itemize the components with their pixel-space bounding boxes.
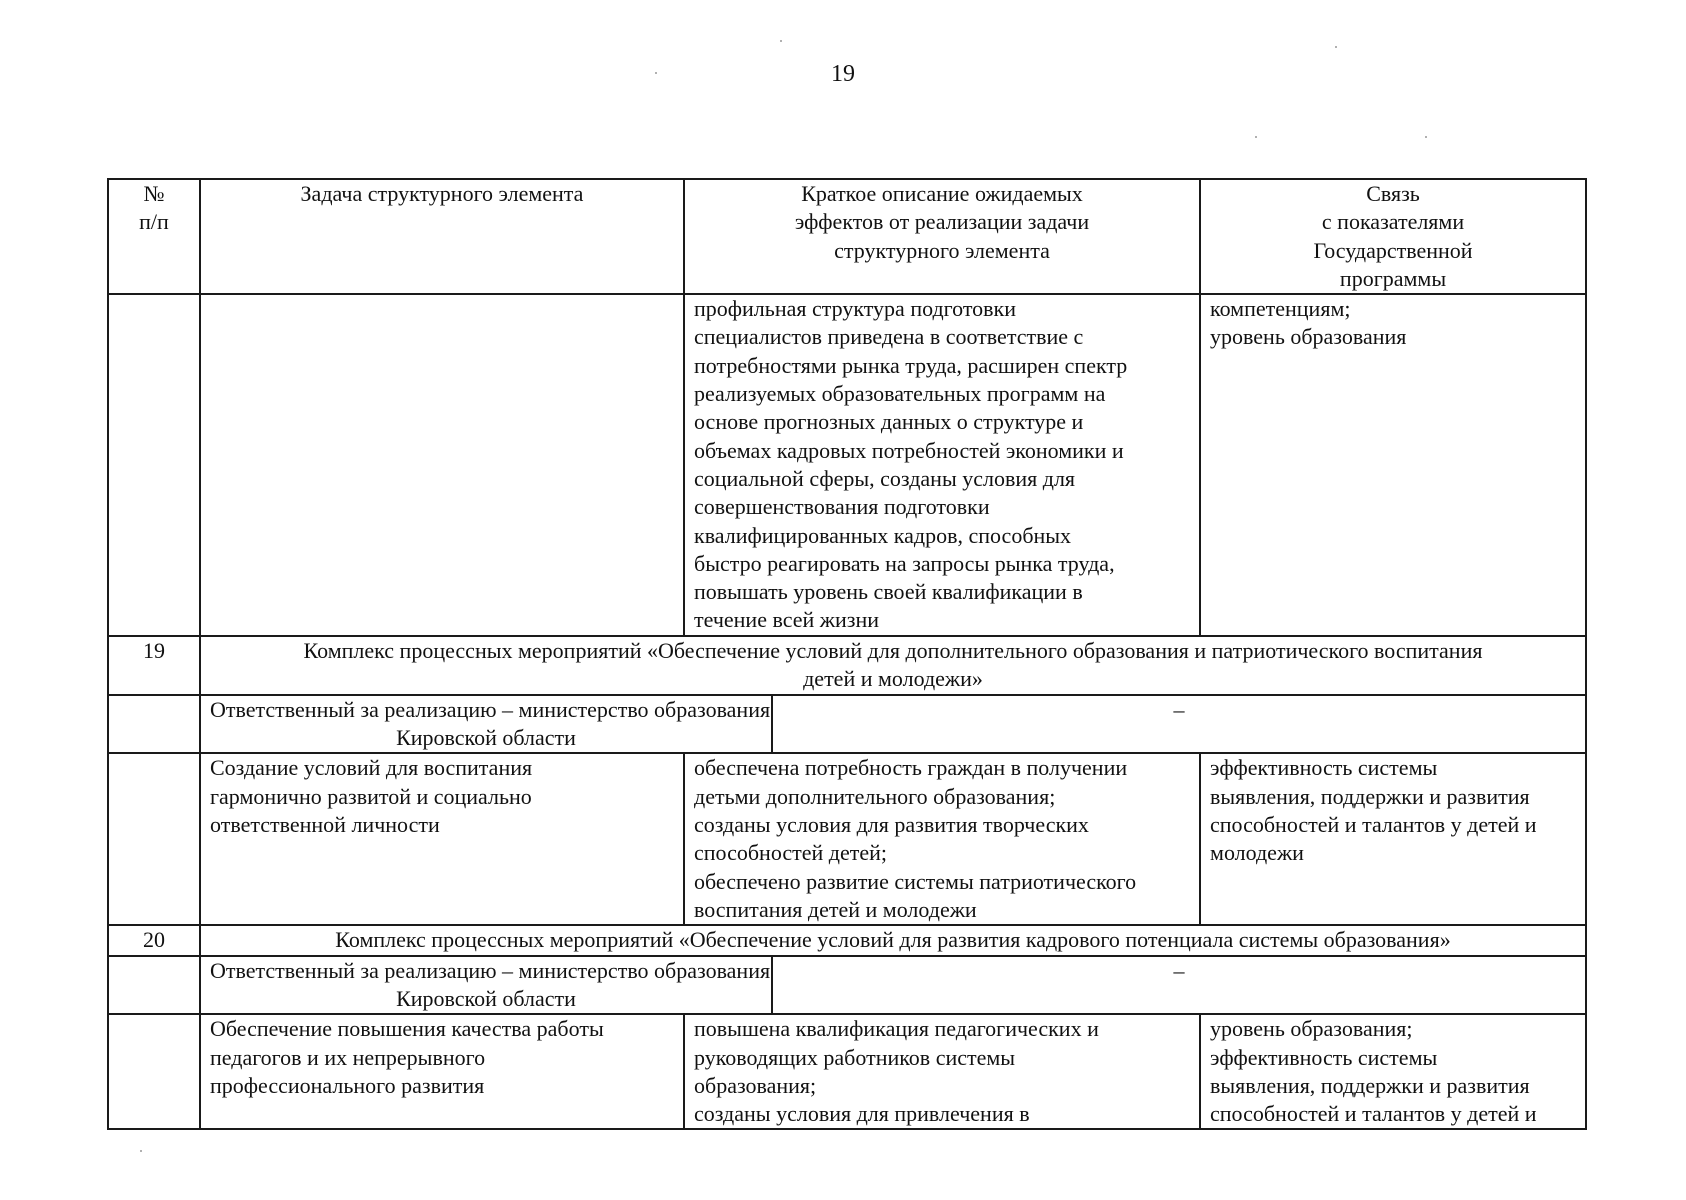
- page-number: 19: [831, 61, 855, 87]
- table-row: [108, 294, 1586, 636]
- num-cell: [108, 695, 200, 754]
- responsible-value-cell: –: [772, 695, 1586, 754]
- header-effects-cell: Краткое описание ожидаемых эффектов от реализации задачи структурного элемента: [684, 179, 1200, 294]
- link-cell: уровень образования; эффективность системы выявления, поддержки и развития способностей и талантов у детей и: [1200, 1014, 1586, 1129]
- scan-speck: [140, 1150, 142, 1152]
- task-cell: Создание условий для воспитания гармонично развитой и социально ответственной личности: [200, 753, 684, 925]
- link-cell: компетенциям; уровень образования: [1200, 294, 1586, 636]
- section-20-task-row: [108, 1014, 1586, 1129]
- task-cell: [200, 294, 684, 636]
- scan-speck: [780, 40, 782, 42]
- section-number: 19: [108, 636, 200, 695]
- scan-speck: [1335, 46, 1337, 48]
- num-cell: [108, 294, 200, 636]
- task-cell: Обеспечение повышения качества работы педагогов и их непрерывного профессионального развития: [200, 1014, 684, 1129]
- header-task-cell: Задача структурного элемента: [200, 179, 684, 294]
- effects-cell: обеспечена потребность граждан в получении детьми дополнительного образования; созданы условия для развития творческих способностей детей; обеспечено развитие системы патриотического воспитания детей и молодежи: [684, 753, 1200, 925]
- effects-cell: повышена квалификация педагогических и руководящих работников системы образования; созданы условия для привлечения в: [684, 1014, 1200, 1129]
- header-link-cell: Связь с показателями Государственной программы: [1200, 179, 1586, 294]
- responsible-cell: Ответственный за реализацию – министерство образования Кировской области: [200, 956, 772, 1015]
- scan-speck: [655, 72, 657, 74]
- section-title: Комплекс процессных мероприятий «Обеспечение условий для развития кадрового потенциала системы образования»: [200, 925, 1586, 955]
- link-cell: эффективность системы выявления, поддержки и развития способностей и талантов у детей и молодежи: [1200, 753, 1586, 925]
- programme-table: [107, 178, 1587, 1130]
- header-num-cell: № п/п: [108, 179, 200, 294]
- scan-speck: [1255, 136, 1257, 138]
- scan-speck: [1425, 136, 1427, 138]
- num-cell: [108, 753, 200, 925]
- section-19-task-row: [108, 753, 1586, 925]
- section-number: 20: [108, 925, 200, 955]
- section-20-responsible-row: [108, 956, 1586, 1015]
- section-20-title-row: [108, 925, 1586, 955]
- responsible-cell: Ответственный за реализацию – министерство образования Кировской области: [200, 695, 772, 754]
- section-19-title-row: [108, 636, 1586, 695]
- num-cell: [108, 956, 200, 1015]
- num-cell: [108, 1014, 200, 1129]
- table-header-row: [108, 179, 1586, 294]
- responsible-value-cell: –: [772, 956, 1586, 1015]
- effects-cell: профильная структура подготовки специалистов приведена в соответствие с потребностями рынка труда, расширен спектр реализуемых образовательных программ на основе прогнозных данных о структуре и объемах кадровых потребностей экономики и социальной сферы, созданы условия для совершенствования подготовки квалифицированных кадров, способных быстро реагировать на запросы рынка труда, повышать уровень своей квалификации в течение всей жизни: [684, 294, 1200, 636]
- section-19-responsible-row: [108, 695, 1586, 754]
- section-title: Комплекс процессных мероприятий «Обеспечение условий для дополнительного образования и патриотического воспитания детей и молодежи»: [200, 636, 1586, 695]
